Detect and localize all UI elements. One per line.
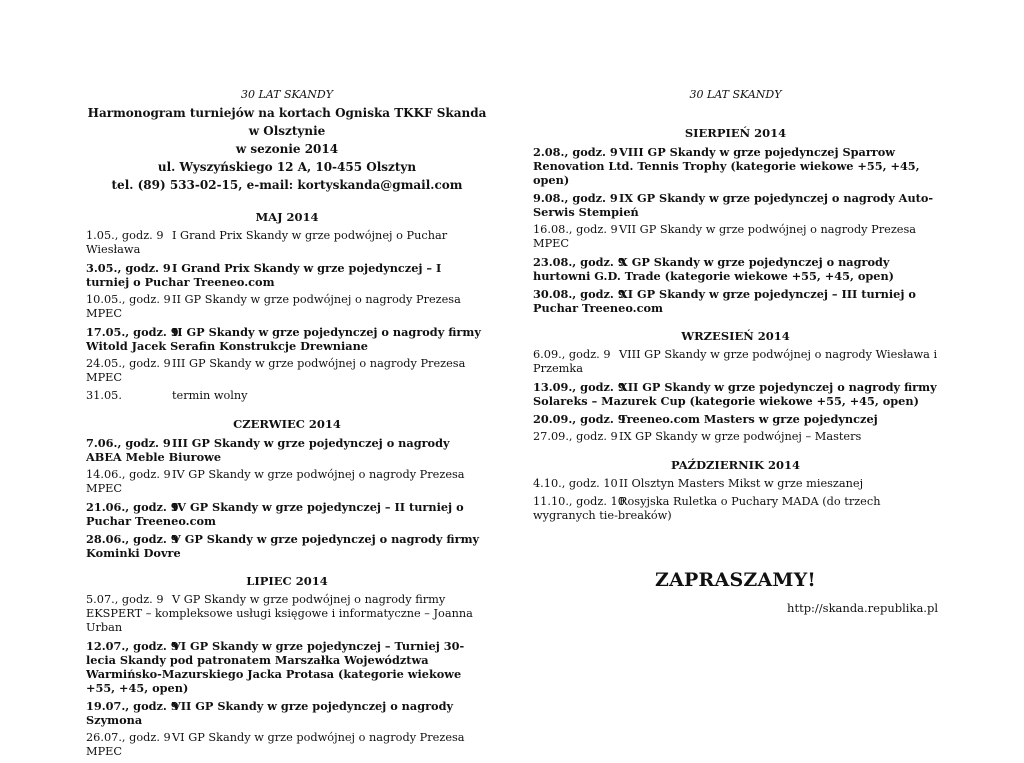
month-heading: WRZESIEŃ 2014 xyxy=(681,329,790,343)
header-address: ul. Wyszyńskiego 12 A, 10-455 Olsztyn xyxy=(157,160,417,174)
event-title: III GP Skandy w grze podwójnej o nagrody Prezesa MPEC xyxy=(86,357,466,384)
event-title: I Grand Prix Skandy w grze pojedynczej – I turniej o Puchar Treeneo.com xyxy=(86,261,442,289)
event-date: 7.06., godz. 9 xyxy=(86,436,171,450)
event-title: V GP Skandy w grze podwójnej o nagrody firmy EKSPERT – kompleksowe usługi księgowe i informatyczne – Joanna Urban xyxy=(86,593,473,634)
event-date: 27.09., godz. 9 xyxy=(533,430,618,443)
event-date: 21.06., godz. 9 xyxy=(86,500,179,514)
event-date: 24.05., godz. 9 xyxy=(86,357,171,370)
event-date: 12.07., godz. 9 xyxy=(86,639,179,653)
event-row xyxy=(533,412,938,426)
event-title: XII GP Skandy w grze pojedynczej o nagrody firmy Solareks – Mazurek Cup (kategorie wiekowe +55, +45, open) xyxy=(533,380,937,408)
event-date: 20.09., godz. 9 xyxy=(533,412,626,426)
event-title: VII GP Skandy w grze podwójnej o nagrody Prezesa MPEC xyxy=(533,223,917,250)
website-url[interactable]: http://skanda.republika.pl xyxy=(787,601,938,615)
invitation-text: ZAPRASZAMY! xyxy=(655,569,816,591)
event-row xyxy=(86,357,488,385)
event-title: Rosyjska Ruletka o Puchary MADA (do trzech wygranych tie-breaków) xyxy=(533,495,881,522)
event-row xyxy=(533,495,938,523)
event-date: 28.06., godz. 9 xyxy=(86,532,179,546)
event-title: VIII GP Skandy w grze pojedynczej Sparrow Renovation Ltd. Tennis Trophy (kategorie wiekowe +55, +45, open) xyxy=(533,145,920,187)
right-header xyxy=(533,86,938,104)
right-page xyxy=(533,86,938,615)
anniversary-tag: 30 LAT SKANDY xyxy=(241,88,333,101)
event-row xyxy=(86,699,488,727)
right-schedule xyxy=(533,126,938,523)
left-page xyxy=(86,86,488,763)
event-row xyxy=(533,477,938,491)
left-schedule xyxy=(86,210,488,759)
anniversary-tag: 30 LAT SKANDY xyxy=(689,88,782,101)
event-title: VI GP Skandy w grze podwójnej o nagrody Prezesa MPEC xyxy=(86,731,465,758)
event-title: X GP Skandy w grze pojedynczej o nagrody hurtowni G.D. Trade (kategorie wiekowe +55, +45, open) xyxy=(533,255,894,283)
event-row xyxy=(86,532,488,560)
event-row xyxy=(86,389,488,403)
event-title: VII GP Skandy w grze pojedynczej o nagrody Szymona xyxy=(86,699,454,727)
event-title: I Grand Prix Skandy w grze podwójnej o Puchar Wiesława xyxy=(86,229,448,256)
event-date: 16.08., godz. 9 xyxy=(533,223,618,236)
event-title: II GP Skandy w grze podwójnej o nagrody Prezesa MPEC xyxy=(86,293,461,320)
event-row xyxy=(533,287,938,315)
event-row xyxy=(533,430,938,444)
event-row xyxy=(86,593,488,635)
header-title: Harmonogram turniejów na kortach Ogniska TKKF Skanda w Olsztynie xyxy=(87,106,487,138)
event-row xyxy=(86,261,488,289)
event-title: II GP Skandy w grze pojedynczej o nagrody firmy Witold Jacek Serafin Konstrukcje Drewniane xyxy=(86,325,481,353)
month-heading: MAJ 2014 xyxy=(255,210,319,224)
event-date: 11.10., godz. 10 xyxy=(533,495,625,508)
event-row xyxy=(86,293,488,321)
event-row xyxy=(86,436,488,464)
event-row xyxy=(86,639,488,695)
event-title: IV GP Skandy w grze pojedynczej – II turniej o Puchar Treeneo.com xyxy=(86,500,464,528)
month-heading: CZERWIEC 2014 xyxy=(233,417,341,431)
event-date: 2.08., godz. 9 xyxy=(533,145,618,159)
event-title: V GP Skandy w grze pojedynczej o nagrody firmy Kominki Dovre xyxy=(86,532,480,560)
event-title: Treeneo.com Masters w grze pojedynczej xyxy=(619,412,878,426)
event-row xyxy=(86,325,488,353)
event-row xyxy=(533,255,938,283)
event-row xyxy=(533,145,938,187)
event-date: 1.05., godz. 9 xyxy=(86,229,164,242)
header-season: w sezonie 2014 xyxy=(235,142,339,156)
event-row xyxy=(533,348,938,376)
event-date: 31.05. xyxy=(86,389,122,402)
event-title: XI GP Skandy w grze pojedynczej – III turniej o Puchar Treeneo.com xyxy=(533,287,916,315)
left-header xyxy=(86,86,488,194)
event-date: 17.05., godz. 9 xyxy=(86,325,179,339)
event-date: 4.10., godz. 10 xyxy=(533,477,618,490)
month-heading: SIERPIEŃ 2014 xyxy=(684,126,787,140)
month-heading: LIPIEC 2014 xyxy=(246,574,328,588)
event-title: IX GP Skandy w grze podwójnej – Masters xyxy=(619,430,862,443)
event-title: IV GP Skandy w grze podwójnej o nagrody Prezesa MPEC xyxy=(86,468,465,495)
event-title: III GP Skandy w grze pojedynczej o nagrody ABEA Meble Biurowe xyxy=(86,436,450,464)
event-title: termin wolny xyxy=(172,389,248,402)
event-date: 3.05., godz. 9 xyxy=(86,261,171,275)
event-title: II Olsztyn Masters Mikst w grze mieszanej xyxy=(619,477,864,490)
event-date: 6.09., godz. 9 xyxy=(533,348,611,361)
event-date: 19.07., godz. 9 xyxy=(86,699,179,713)
event-row xyxy=(86,468,488,496)
event-row xyxy=(533,191,938,219)
event-row xyxy=(86,500,488,528)
event-date: 9.08., godz. 9 xyxy=(533,191,618,205)
event-row xyxy=(86,229,488,257)
event-date: 13.09., godz. 9 xyxy=(533,380,626,394)
event-date: 26.07., godz. 9 xyxy=(86,731,171,744)
header-contact: tel. (89) 533-02-15, e-mail: kortyskanda@gmail.com xyxy=(111,178,463,192)
event-date: 30.08., godz. 9 xyxy=(533,287,626,301)
event-title: VIII GP Skandy w grze podwójnej o nagrody Wiesława i Przemka xyxy=(533,348,938,375)
event-title: VI GP Skandy w grze pojedynczej – Turniej 30-lecia Skandy pod patronatem Marszałka Województwa Warmińsko-Mazurskiego Jacka Protasa (kategorie wiekowe +55, +45, open) xyxy=(86,639,465,695)
event-date: 23.08., godz. 9 xyxy=(533,255,626,269)
month-heading: PAŹDZIERNIK 2014 xyxy=(670,458,801,472)
event-row xyxy=(533,380,938,408)
event-date: 14.06., godz. 9 xyxy=(86,468,171,481)
event-date: 10.05., godz. 9 xyxy=(86,293,171,306)
event-date: 5.07., godz. 9 xyxy=(86,593,164,606)
event-title: IX GP Skandy w grze pojedynczej o nagrody Auto-Serwis Stempień xyxy=(533,191,934,219)
event-row xyxy=(533,223,938,251)
event-row xyxy=(86,731,488,759)
